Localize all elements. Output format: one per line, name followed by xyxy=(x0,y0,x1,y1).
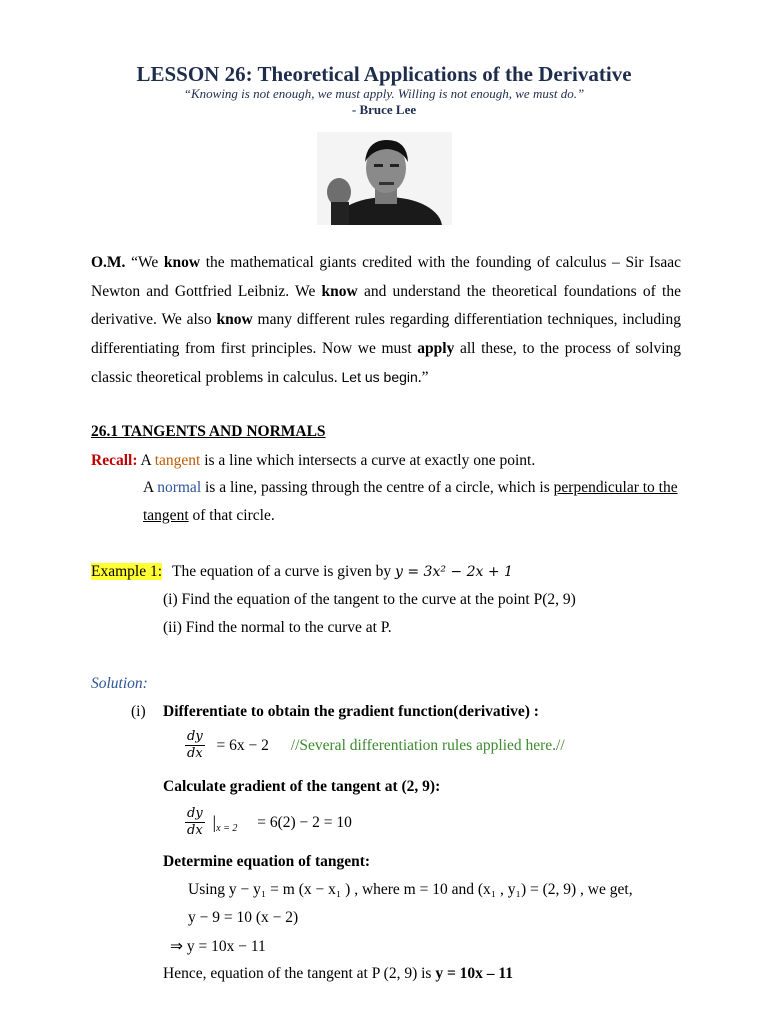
derivative-line xyxy=(185,729,565,762)
om-text: all these, to the process of solving classic theoretical problems in calculus. xyxy=(91,339,682,386)
dy: dy xyxy=(187,729,203,744)
example-part-2: (ii) Find the normal to the curve at P. xyxy=(163,619,392,636)
recall-label: Recall: xyxy=(91,452,138,469)
dx: dx xyxy=(187,823,203,838)
step-number: (i) xyxy=(131,703,146,720)
conclusion-line xyxy=(163,965,513,983)
portrait-image xyxy=(317,132,452,225)
conclusion-text: Hence, equation of the tangent at P (2, 9) is xyxy=(163,965,436,982)
om-text: and understand the theoretical foundations of the derivative. We also xyxy=(91,282,681,328)
om-text: “We xyxy=(125,254,164,271)
dy-dx-fraction xyxy=(185,729,205,762)
normal-term: normal xyxy=(157,479,202,496)
om-let-us-begin: Let us begin xyxy=(341,369,418,385)
normal-text: is a line, passing through the centre of a circle, which is xyxy=(201,479,554,496)
om-text: many different rules regarding differentiation techniques, including differentiating from first principles. Now we must xyxy=(91,311,681,357)
quote-author: - Bruce Lee xyxy=(351,102,417,117)
dy: dy xyxy=(187,806,203,821)
section-heading: 26.1 TANGENTS AND NORMALS xyxy=(91,423,326,440)
normal-text: A xyxy=(143,479,158,496)
example-text: The equation of a curve is given by xyxy=(172,563,395,580)
normal-text: of that circle. xyxy=(188,507,275,524)
substitution-line: y − 9 = 10 (x − 2) xyxy=(188,909,299,926)
curve-equation: y = 3x² − 2x + 1 xyxy=(395,564,513,580)
tangent-answer: y = 10x – 11 xyxy=(435,965,514,982)
evaluation-subscript: x = 2 xyxy=(216,823,238,834)
solution-label: Solution: xyxy=(91,675,148,692)
recall-text: is a line which intersects a curve at exactly one point. xyxy=(200,452,536,469)
om-know: know xyxy=(163,254,201,271)
step-tangent-equation: Determine equation of tangent: xyxy=(163,853,371,870)
normal-line-2 xyxy=(143,507,275,525)
recall-line xyxy=(91,452,535,470)
lesson-title: LESSON 26: Theoretical Applications of the Derivative xyxy=(136,62,632,86)
normal-line xyxy=(143,479,678,497)
step-gradient: Calculate gradient of the tangent at (2, 9): xyxy=(163,778,441,795)
om-label: O.M. xyxy=(91,254,126,271)
gradient-result: = 6(2) − 2 = 10 xyxy=(257,813,352,831)
tangent-term-2: tangent xyxy=(143,507,189,524)
bruce-lee-photo xyxy=(317,132,452,225)
recall-text: A xyxy=(137,452,155,469)
om-paragraph xyxy=(91,249,681,393)
om-text: the mathematical giants credited with the founding of calculus – Sir Isaac Newton and Gottfried Leibniz. We xyxy=(91,254,682,300)
tangent-term: tangent xyxy=(154,452,201,469)
om-apply: apply xyxy=(417,339,455,357)
dy-dx-fraction-2 xyxy=(185,806,205,839)
simplified-line: ⇒ y = 10x − 11 xyxy=(170,938,266,955)
differentiation-comment: //Several differentiation rules applied here.// xyxy=(290,736,565,754)
derivative-result: = 6x − 2 xyxy=(216,736,269,754)
gradient-line: $\frac{dy}{dx}$ |x = 2 = 6(2) − 2 = 10 xyxy=(187,806,352,838)
om-know: know xyxy=(216,311,253,328)
example-line xyxy=(91,563,513,581)
step-differentiate: Differentiate to obtain the gradient function(derivative) : xyxy=(163,703,539,720)
quote: “Knowing is not enough, we must apply. Willing is not enough, we must do.” xyxy=(183,86,585,101)
example-label: Example 1: xyxy=(91,563,163,580)
example-part-1: (i) Find the equation of the tangent to the curve at the point P(2, 9) xyxy=(163,591,576,608)
om-text: .” xyxy=(417,369,429,386)
om-know: know xyxy=(321,282,358,300)
dx: dx xyxy=(187,746,203,761)
using-formula: Using y − y₁ = m (x − x₁ ) , where m = 10 and (x₁ , y₁) = (2, 9) , we get, xyxy=(188,881,633,898)
perpendicular-text: perpendicular to the xyxy=(553,479,678,496)
